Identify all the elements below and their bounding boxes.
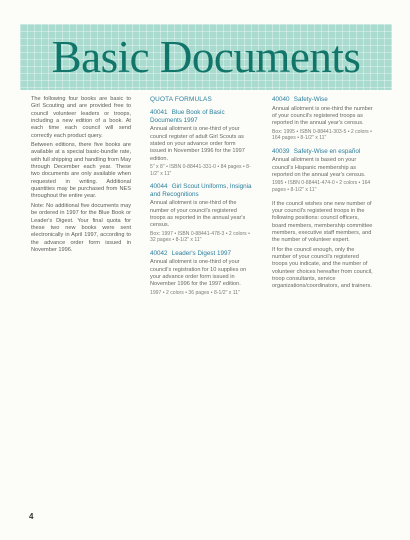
document-code: 40041 bbox=[150, 109, 168, 116]
document-heading bbox=[150, 183, 253, 198]
document-description: Annual allotment is one-third the number of your council's registered troops as reported in the annual year's census. bbox=[272, 105, 373, 127]
document-title: Safety-Wise bbox=[293, 96, 328, 103]
title-banner bbox=[20, 24, 392, 90]
document-code: 40040 bbox=[272, 96, 290, 103]
page-number: 4 bbox=[29, 512, 34, 521]
document-heading bbox=[150, 109, 253, 124]
document-title: Girl Scout Uniforms, Insignia and Recognitions bbox=[150, 183, 252, 198]
footnote: If the council wishes one new number of your council's registered troops in the following positions: council officers, board members, membership committee members, executive staff members, and the number of volunteer expert. bbox=[272, 200, 373, 244]
intro-paragraph: The following four books are basic to Girl Scouting and are provided free to council volunteer leaders or troops, including a new edition of a book. At each time each council will send correctly each product query. bbox=[31, 96, 131, 139]
document-spec: 5" x 8" • ISBN 0-88441-331-0 • 84 pages • 8-1/2" x 11" bbox=[150, 163, 251, 177]
document-spec: Box: 1995 • ISBN 0-88441-303-5 • 2 colors • 164 pages • 8-1/2" x 11" bbox=[272, 128, 372, 142]
document-code: 40039 bbox=[272, 147, 290, 155]
document-title: Blue Book of Basic Documents 1997 bbox=[150, 109, 225, 124]
quota-formulas-column bbox=[150, 96, 253, 302]
document-description: Annual allotment is one-third of the number of your council's registered troops as reported in the annual year's census. bbox=[150, 200, 246, 229]
document-entry bbox=[150, 109, 253, 177]
document-heading bbox=[272, 96, 374, 104]
footnote: If for the council enough, only the number of your council's registered troops you indicate, and the number of volunteer choices hereafter from council, troop consultants, service organizations/coordinators, and trainers. bbox=[272, 246, 373, 290]
document-title: Safety-Wise en español bbox=[293, 147, 361, 155]
right-column bbox=[272, 96, 374, 291]
document-heading bbox=[272, 148, 374, 156]
document-description: Annual allotment is one-third of your council's registration for 10 supplies on your advance order form issued in November 1996 for the 1997 edition. bbox=[150, 259, 247, 288]
intro-paragraph: Note: No additional five documents may be ordered in 1997 for the Blue Book or Leader's Digest. Your final quota for these two new books were sent electronically in April 1997, according to the advance order form issued in November 1996. bbox=[31, 202, 131, 253]
document-entry bbox=[150, 250, 253, 297]
document-entry bbox=[272, 148, 374, 194]
intro-column bbox=[31, 96, 131, 255]
document-description: Annual allotment is one-third of your council register of adult Girl Scouts as stated on your advance order form issued in November 1996 for the 1997 edition. bbox=[150, 126, 245, 162]
intro-paragraph: Between editions, there five books are available at a special basic-bundle rate, with full shipping and handling from May through December each year. These two documents are only available when requested in writing. Additional quantities may be purchased from NES throughout the entire year. bbox=[31, 142, 131, 200]
page-title: Basic Documents bbox=[51, 32, 361, 82]
document-code: 40044 bbox=[150, 183, 168, 191]
document-entry bbox=[150, 183, 253, 244]
document-spec: 1995 • ISBN 0-88441-474-0 • 2 colors • 164 pages • 8-1/2" x 11" bbox=[272, 180, 371, 194]
section-heading: QUOTA FORMULAS bbox=[150, 96, 212, 103]
document-code: 40042 bbox=[150, 249, 168, 257]
document-spec: Box: 1997 • ISBN 0-88441-478-3 • 2 colors • 32 pages • 8-1/2" x 11" bbox=[150, 230, 250, 244]
document-heading bbox=[150, 250, 253, 258]
document-entry bbox=[272, 96, 374, 142]
document-spec: 1997 • 2 colors • 36 pages • 8-1/2" x 11" bbox=[150, 289, 240, 296]
document-title: Leader's Digest 1997 bbox=[171, 249, 232, 257]
document-description: Annual allotment is based on your council's Hispanic membership as reported on the annual year's census. bbox=[272, 157, 366, 179]
